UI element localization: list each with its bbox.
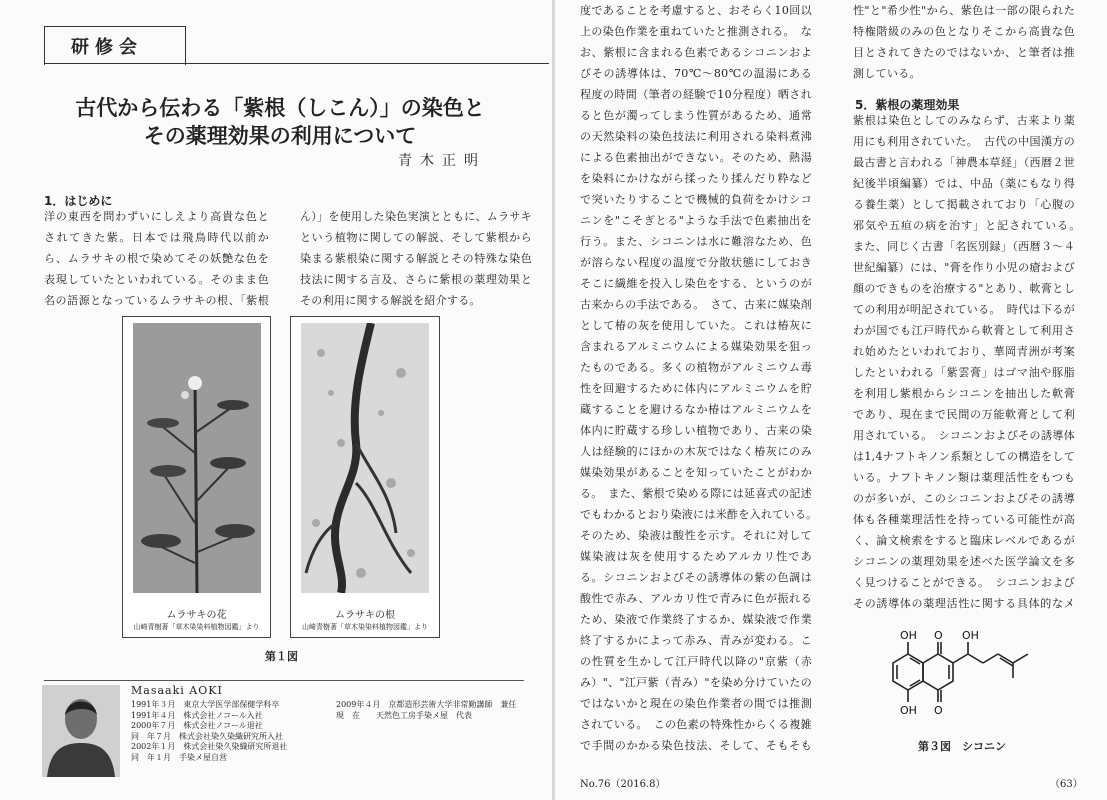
left-page (0, 0, 553, 800)
bio-entry: 1991年４月 株式会社ノコール入社 (131, 710, 263, 720)
bio-entry: 同 年７月 株式会社染久染織研究所入社 (131, 731, 283, 741)
intro-paragraph-col1: 洋の東西を問わずいにしえより高貴な色とされてきた紫。日本では飛鳥時代以前から、ムラサキの根で染めてその妖艶な色を表現していたといわれている。そのまま色名の語源となっているムラサキの根、「紫根 (44, 210, 269, 307)
figure-root-panel (290, 316, 440, 638)
bio-name: Masaaki AOKI (131, 684, 223, 697)
author-photo (42, 685, 120, 777)
flower-credit: 山崎青樹著「草木染染料植物図鑑」より (133, 623, 260, 631)
root-credit: 山崎青樹著「草木染染料植物図鑑」より (302, 623, 428, 631)
hydroxyl-label-side-chain: OH (962, 629, 979, 642)
body-column-1: 度であることを考慮すると、おそらく10回以上の染色作業を重ねていたと推測される。 なお、紫根に含まれる色素であるシコニンおよびその誘導体は、70℃～80℃の温湯にある程度の時間（筆者の経験で10分程度）晒されると色が濁ってしまう性質があるため、通常の天然染料の染色技法に利用される染料煮沸による色素抽出ができない。そのため、熱湯を染料にかけながら揉ったり揉んだり粋などで突いたりすることで機械的負荷をかけシコニンを"こそぎとる"ような手法で色素抽出を行う。また、シコニンは水に難溶なため、色が溶らない程度の温度で分散状態にしておきそこに繊維を投入し染色をする、というのが古来からの手法である。 さて、古来に媒染剤として椿の灰を使用していた。これは椿灰に含まれるアルミニウムによる媒染効果を狙ったものである。多くの植物がアルミニウム毒性を回避するために体内にアルミニウムを貯蔵することを避けるなか椿はアルミニウムを体内に貯蔵する珍しい植物であり、古来の染人は経験的にほかの木灰ではなく椿灰にのみ媒染効果があることを知っていたことがわかる。 また、紫根で染める際には延喜式の記述でもわかるとおり染液には米酢を入れている。 そのため、染液は酸性を示す。それに対して媒染液は灰を使用するためアルカリ性である。シコニンおよびその誘導体の紫の色調は酸性で赤み、アルカリ性で青みに色が振れるため、染液で作業終了するか、媒染液で作業終了するかによって赤み、青みが変わる。この性質を生かして江戸時代以降の"京紫（赤み）"、"江戸紫（青み）"を染め分けていたのではないかと現在の染色作業者の間では推測されている。 この色素の特殊性からくる複雑で手間のかかる染色技法、そして、そもそも (580, 4, 812, 752)
bio-entry: 同 年１月 手染メ屋自営 (131, 752, 227, 762)
intro-paragraph-col2: ん）」を使用した染色実演とともに、ムラサキという植物に関しての解説、そして紫根から染まる紫根染に関する解説とその特殊な染色技法に関する言及、さらに紫根の薬理効果とその利用に関する解説を紹介する。 (300, 210, 532, 307)
article-title-line2: その薬理効果の利用について (143, 124, 417, 148)
bio-divider (44, 680, 524, 681)
author-name: 青木正明 (398, 153, 486, 169)
hydroxyl-label-top-left: OH (900, 629, 917, 642)
heading-pharmacology: 5．紫根の薬理効果 (855, 98, 960, 112)
section-tag: 研修会 (44, 26, 186, 65)
bio-entry: 2000年７月 株式会社ノコール退社 (131, 721, 263, 730)
heading-introduction: 1．はじめに (44, 194, 113, 208)
figure-flower-panel (122, 316, 271, 638)
body-column-2-top: 性"と"希少性"から、紫色は一部の限られた特権階級のみの色となりそこから高貴な色目とされてきたのではないか、と筆者は推測している。 (853, 4, 1075, 80)
section-rule (44, 63, 549, 64)
purple-gromwell-root-photo (301, 323, 429, 593)
bio-entry: 1991年３月 東京大学医学部保健学科卒 (131, 700, 280, 709)
issue-number: No.76（2016.8） (580, 779, 666, 790)
figure1-label: 第１図 (265, 650, 298, 663)
shikonin-structure-diagram (868, 628, 1068, 736)
bio-entry: 現 在 天然色工房手染メ屋 代表 (336, 710, 472, 720)
bio-current-list (336, 700, 516, 721)
carbonyl-oxygen-top: O (934, 629, 943, 642)
purple-gromwell-flower-photo (133, 323, 261, 593)
bio-career-list (131, 700, 287, 763)
carbonyl-oxygen-bottom: O (934, 704, 943, 717)
bio-entry: 2009年４月 京都造形芸術大学非常勤講師 兼任 (336, 700, 517, 709)
hydroxyl-label-bottom-left: OH (900, 704, 917, 717)
article-title-line1: 古代から伝わる「紫根（しこん）」の染色と (75, 96, 485, 120)
body-column-2-main: 紫根は染色としてのみならず、古来より薬用にも利用されていた。 古代の中国漢方の最古書と言われる「神農本草経」（西暦２世紀後半頃編纂）では、中品（薬にもなり得る養生薬）として掲載されており「心腹の邪気や五疸の病を治す」と記されている。 また、同じく古書「名医別録」（西暦３～４世紀編纂）には、"膏を作り小児の瘡および顔のできものを治療する"とあり、軟膏としての利用が明記されている。 時代は下るがわが国でも江戸時代から軟膏として利用され始めたといわれており、華岡青洲が考案したといわれる「紫雲膏」はゴマ油や豚脂を利用し紫根からシコニンを抽出した軟膏であり、現在まで民間の万能軟膏として利用されている。 シコニンおよびその誘導体は1,4ナフトキノン系類としての構造をしている。ナフトキノン類は薬理活性をもつものが多いが、このシコニンおよびその誘導体も各種薬理活性を持っている可能性が高く、論文検索をすると臨床レベルであるがシコニンの薬理効果を述べた医学論文を多く見つけることができる。 シコニンおよびその誘導体の薬理活性に関する具体的なメ (853, 114, 1075, 610)
bio-entry: 2002年１月 株式会社染久染織研究所退社 (131, 742, 288, 751)
page-number: （63） (1050, 779, 1083, 790)
author-portrait-image (42, 685, 120, 777)
root-caption: ムラサキの根 (335, 610, 395, 621)
figure3-caption: 第３図 シコニン (918, 740, 1006, 753)
flower-caption: ムラサキの花 (166, 610, 227, 621)
